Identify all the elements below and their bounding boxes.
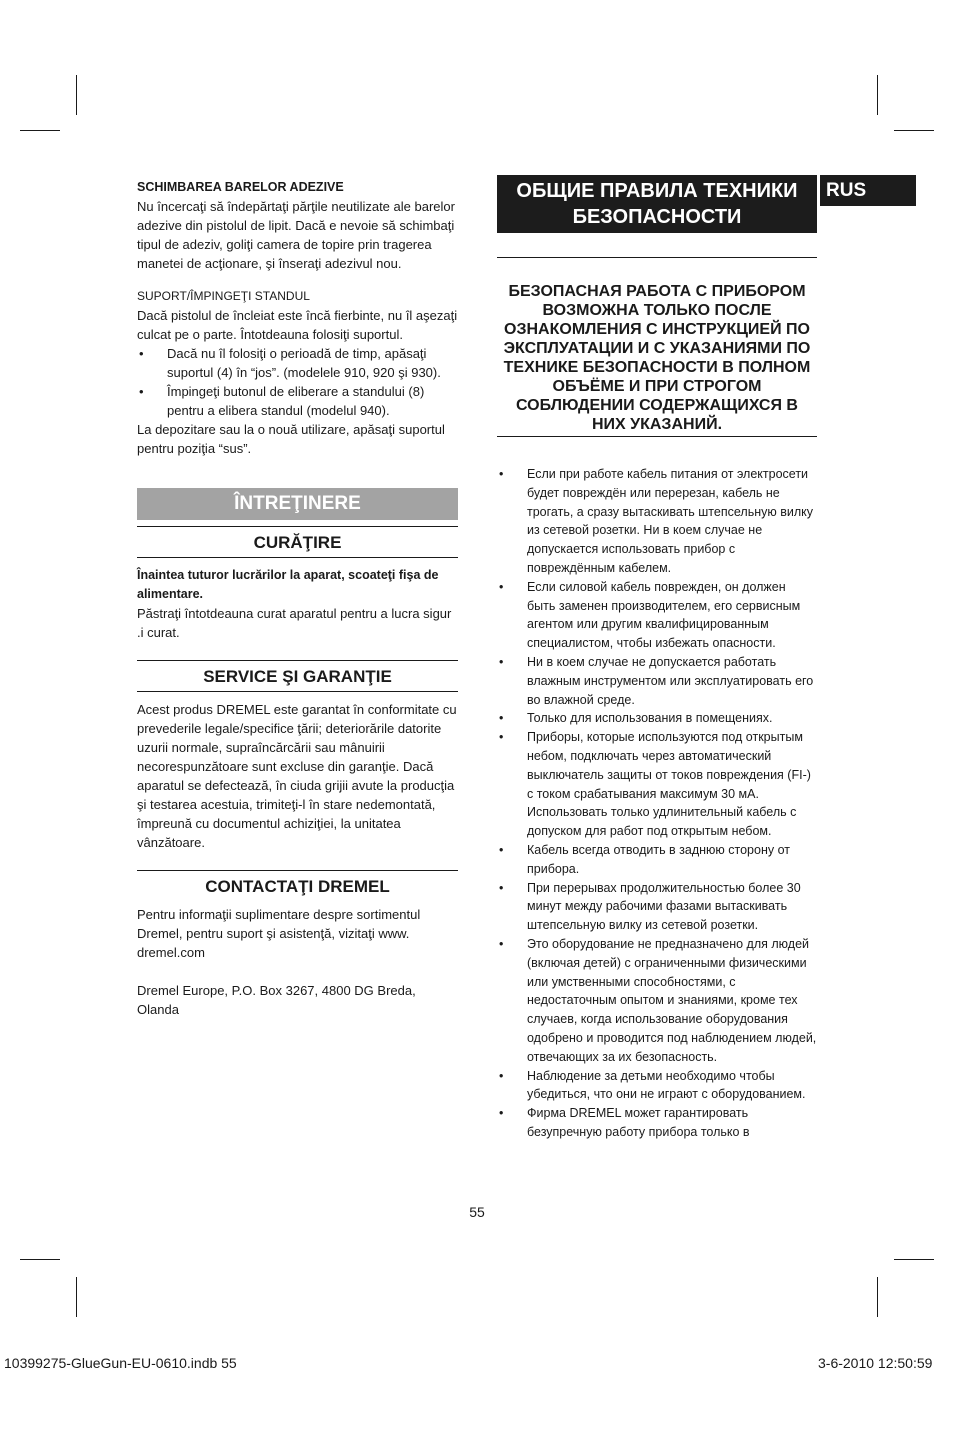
crop-mark [20, 1259, 60, 1260]
page-number: 55 [469, 1204, 485, 1220]
footer-file-info: 10399275-GlueGun-EU-0610.indb 55 [4, 1355, 237, 1371]
barrels-text: Nu încercaţi să îndepărtaţi părţile neutilizate ale barelor adezive din pistolul de lipit. Dacă e nevoie să schimbaţi tipul de adeziv, goliţi camera de topire prin tragerea manetei de acţionare, şi înseraţi adezivul nou. [137, 199, 455, 271]
stand-after-text: La depozitare sau la o nouă utilizare, apăsaţi suportul pentru poziţia “sus”. [137, 422, 445, 456]
left-column [137, 178, 458, 1019]
contact-text: Pentru informaţii suplimentare despre sortimentul Dremel, pentru suport şi asistenţă, vizitaţi www. dremel.com [137, 907, 421, 960]
crop-mark [76, 75, 77, 115]
maintenance-section-title: ÎNTREŢINERE [137, 488, 458, 520]
service-text: Acest produs DREMEL este garantat în conformitate cu prevederile legale/specifice ţării; deteriorările datorite uzurii normale, supraîncărcării sau mânuirii necorespunzătoare sunt excluse din garanţie. Dacă aparatul se defectează, în ciuda grijii avute la producţia şi testarea acestuia, trimiteţi-l în stare nedemontată, împreună cu documentul achiziţiei, la unitatea vânzătoare. [137, 702, 457, 850]
stand-text: Dacă pistolul de încleiat este încă fierbinte, nu îl aşezaţi culcat pe o parte. Întotdeauna folosiţi suportul. [137, 308, 458, 342]
list-item: • Если силовой кабель поврежден, он должен быть заменен производителем, его сервисным агентом или другим квалифицированным специалистом, чтобы избежать опасности. [497, 578, 817, 653]
cleaning-warning: Înaintea tuturor lucrărilor la aparat, scoateţi fişa de alimentare. [137, 568, 439, 601]
list-item: • Это оборудование не предназначено для людей (включая детей) с ограниченными физическими или умственными способностями, с недостаточным опытом и знаниями, кроме тех случаев, когда использование оборудования одобрено и проводится под наблюдением людей, отвечающих за их безопасность. [497, 935, 817, 1067]
crop-mark [894, 1259, 934, 1260]
crop-mark [877, 75, 878, 115]
footer-date: 3-6-2010 12:50:59 [818, 1355, 933, 1371]
barrels-heading: SCHIMBAREA BARELOR ADEZIVE [137, 180, 344, 194]
list-item: • Если при работе кабель питания от электросети будет повреждён или перерезан, кабель не трогать, а сразу вытаскивать штепсельную вилку из сетевой розетки. Ни в коем случае не допускается использовать прибор с повреждённым кабелем. [497, 465, 817, 578]
list-item: • Împingeţi butonul de eliberare a standului (8) pentru a elibera standul (modelul 940). [137, 382, 458, 420]
crop-mark [877, 1277, 878, 1317]
contact-heading: CONTACTAŢI DREMEL [137, 870, 458, 901]
list-item: • Фирма DREMEL может гарантировать безупречную работу прибора только в [497, 1104, 817, 1142]
language-tab: RUS [820, 175, 916, 206]
right-column [497, 175, 817, 1142]
cleaning-heading: CURĂŢIRE [137, 526, 458, 558]
safety-warning: БЕЗОПАСНАЯ РАБОТА С ПРИБОРОМ ВОЗМОЖНА ТОЛЬКО ПОСЛЕ ОЗНАКОМЛЕНИЯ С ИНСТРУКЦИЕЙ ПО ЭКСПЛУАТАЦИИ И С УКАЗАНИЯМИ ПО ТЕХНИКЕ БЕЗОПАСНОСТИ В ПОЛНОМ ОБЪЁМЕ И ПРИ СТРОГОМ СОБЛЮДЕНИИ СОДЕРЖАЩИХСЯ В НИХ УКАЗАНИЙ. [497, 257, 817, 437]
crop-mark [20, 130, 60, 131]
list-item: • Ни в коем случае не допускается работать влажным инструментом или эксплуатировать его во влажной среде. [497, 653, 817, 709]
safety-section-title: ОБЩИЕ ПРАВИЛА ТЕХНИКИ БЕЗОПАСНОСТИ [497, 175, 817, 233]
list-item: • Приборы, которые используются под открытым небом, подключать через автоматический выключатель защиты от токов повреждения (FI-) с током срабатывания максимум 30 мА. Использовать только удлинительный кабель с допуском для работ под открытым небом. [497, 728, 817, 841]
address-text: Dremel Europe, P.O. Box 3267, 4800 DG Breda, Olanda [137, 983, 416, 1017]
list-item: • Dacă nu îl folosiţi o perioadă de timp, apăsaţi suportul (4) în “jos”. (modelele 910, 920 şi 930). [137, 344, 458, 382]
list-item: • Кабель всегда отводить в заднюю сторону от прибора. [497, 841, 817, 879]
stand-bullet-list [137, 344, 458, 420]
list-item: • Наблюдение за детьми необходимо чтобы убедиться, что они не играют с оборудованием. [497, 1067, 817, 1105]
list-item: • При перерывах продолжительностью более 30 минут между рабочими фазами вытаскивать штепсельную вилку из сетевой розетки. [497, 879, 817, 935]
crop-mark [76, 1277, 77, 1317]
list-item: • Только для использования в помещениях. [497, 709, 817, 728]
cleaning-text: Păstraţi întotdeauna curat aparatul pentru a lucra sigur .i curat. [137, 606, 452, 640]
stand-heading: SUPORT/ÎMPINGEŢI STANDUL [137, 289, 310, 303]
safety-bullet-list [497, 465, 817, 1142]
crop-mark [894, 130, 934, 131]
service-heading: SERVICE ŞI GARANŢIE [137, 660, 458, 692]
